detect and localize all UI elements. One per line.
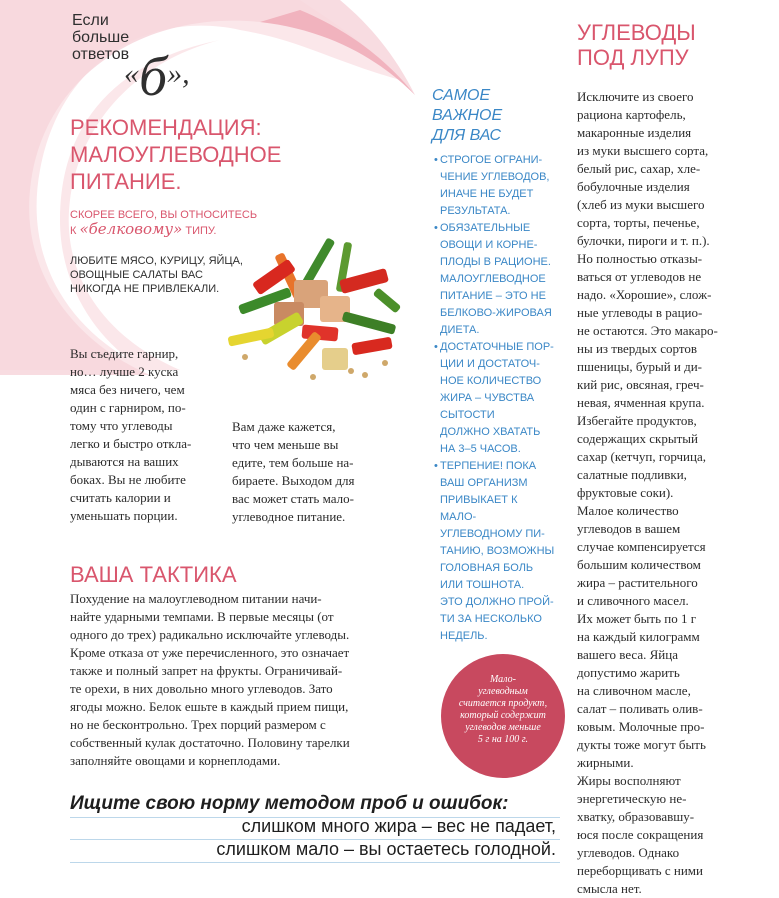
tactic-line: также и полный запрет на фрукты. Ограничивай- <box>70 663 343 678</box>
intro-line-2: больше <box>72 29 130 46</box>
like-line-2: ОВОЩНЫЕ САЛАТЫ ВАС <box>70 269 203 281</box>
carbs-line: углеводов в вашем <box>577 521 681 536</box>
column-1-line: дываются на ваших <box>70 454 179 469</box>
important-list-item-line <box>434 322 556 339</box>
important-list-text: ЭТО ДОЛЖНО ПРОЙ- <box>440 596 554 608</box>
important-list-text: УГЛЕВОДНОМУ ПИ- <box>440 528 545 540</box>
carbs-line: белый рис, сахар, хле- <box>577 161 701 176</box>
column-1-text <box>70 345 220 525</box>
important-list-item-line <box>434 254 556 271</box>
note-text <box>448 674 558 746</box>
carbs-line: невая, ячменная крупа. <box>577 395 705 410</box>
carbs-line: Избегайте продуктов, <box>577 413 697 428</box>
important-title-line-3: ДЛЯ ВАС <box>432 127 502 144</box>
carbs-heading <box>577 20 696 70</box>
carbs-line: на каждый килограмм <box>577 629 700 644</box>
carbs-line: большим количеством <box>577 557 701 572</box>
important-list-text: ГОЛОВНАЯ БОЛЬ <box>440 562 534 574</box>
important-list-item-line <box>434 492 556 526</box>
letter-close-quote: », <box>167 57 190 90</box>
important-list <box>434 152 556 645</box>
column-1-line: один с гарниром, по- <box>70 400 186 415</box>
type-pre: К <box>70 225 80 237</box>
note-line: углеводов меньше <box>465 722 541 733</box>
note-line: Мало- <box>489 674 516 685</box>
important-list-item-line <box>434 271 556 288</box>
note-line: который содержит <box>460 710 546 721</box>
answer-letter <box>124 44 190 107</box>
rec-line-3: ПИТАНИЕ. <box>70 169 182 194</box>
note-line: 5 г на 100 г. <box>477 734 529 745</box>
carbs-line: смысла нет. <box>577 881 642 896</box>
important-list-text: ПЛОДЫ В РАЦИОНЕ. <box>440 256 551 268</box>
important-title-line-1: САМОЕ <box>432 87 491 104</box>
type-line-1: СКОРЕЕ ВСЕГО, ВЫ ОТНОСИТЕСЬ <box>70 209 258 221</box>
carbs-line: сорта, торты, печенье, <box>577 215 700 230</box>
important-list-text: НЕДЕЛЬ. <box>440 630 488 642</box>
carbs-line: Исключите из своего <box>577 89 694 104</box>
intro-line-3: ответов <box>72 46 130 63</box>
tactic-text <box>70 590 395 770</box>
important-title-line-2: ВАЖНОЕ <box>432 107 503 124</box>
carbs-line: кий рис, овсяная, греч- <box>577 377 704 392</box>
tactic-line: одного до трех) радикально исключайте углеводы. <box>70 627 350 642</box>
important-list-text: МАЛОУГЛЕВОДНОЕ <box>440 273 546 285</box>
important-list-item-line <box>434 390 556 407</box>
like-line-3: НИКОГДА НЕ ПРИВЛЕКАЛИ. <box>70 283 220 295</box>
important-list-item <box>434 220 556 237</box>
column-1-line: боках. Вы не любите <box>70 472 186 487</box>
column-2-line: Вам даже кажется, <box>232 419 336 434</box>
important-list-text: ТИ ЗА НЕСКОЛЬКО <box>440 613 542 625</box>
letter-b: б <box>139 46 168 108</box>
important-heading <box>432 86 502 146</box>
important-list-text: ТЕРПЕНИЕ! ПОКА <box>440 460 537 472</box>
important-list-item-line <box>434 560 556 577</box>
carbs-line: ваться от углеводов не <box>577 269 702 284</box>
column-1-line: считать калории и <box>70 490 171 505</box>
bullet-icon <box>434 152 438 169</box>
carbs-line: фруктовые соки). <box>577 485 674 500</box>
important-list-text: ПРИВЫКАЕТ К МАЛО- <box>440 494 518 523</box>
important-list-item-line <box>434 611 556 628</box>
important-list-text: ДОЛЖНО ХВАТАТЬ <box>440 426 541 438</box>
intro-heading <box>72 12 129 63</box>
column-2-line: бираете. Выходом для <box>232 473 355 488</box>
carbs-line: Жиры восполняют <box>577 773 681 788</box>
tactic-line: Кроме отказа от уже перечисленного, это означает <box>70 645 350 660</box>
important-list-item-line <box>434 169 556 186</box>
important-list-text: ИЛИ ТОШНОТА. <box>440 579 525 591</box>
carbs-line: дукты тоже могут быть <box>577 737 706 752</box>
column-1-line: легко и быстро откла- <box>70 436 192 451</box>
column-2-line: углеводное питание. <box>232 509 346 524</box>
important-list-text: ОВОЩИ И КОРНЕ- <box>440 239 538 251</box>
tactic-heading: ВАША ТАКТИКА <box>70 562 237 587</box>
column-2-line: что чем меньше вы <box>232 437 339 452</box>
tactic-line: ягоды можно. Белок ешьте в каждый прием пищи, <box>70 699 349 714</box>
recommendation-heading <box>70 114 320 195</box>
letter-open-quote: « <box>124 57 139 90</box>
important-list-item-line <box>434 305 556 322</box>
important-list-text: ТАНИЮ, ВОЗМОЖНЫ <box>440 545 555 557</box>
carbs-text <box>577 88 737 898</box>
carbs-line: Малое количество <box>577 503 679 518</box>
carbs-line: макаронные изделия <box>577 125 692 140</box>
carbs-line: надо. «Хорошие», слож- <box>577 287 712 302</box>
important-list-text: ДИЕТА. <box>440 324 480 336</box>
bullet-icon <box>434 458 438 475</box>
carbs-line: Их может быть по 1 г <box>577 611 697 626</box>
carbs-line: и сливочного масел. <box>577 593 689 608</box>
important-list-text: ДОСТАТОЧНЫЕ ПОР- <box>440 341 554 353</box>
carbs-line: содержащих скрытый <box>577 431 698 446</box>
tactic-line: найте ударными темпами. В первые месяцы (от <box>70 609 334 624</box>
important-list-text: РЕЗУЛЬТАТА. <box>440 205 511 217</box>
important-list-item-line <box>434 577 556 594</box>
important-list-item-line <box>434 594 556 611</box>
column-1-line: но… лучше 2 куска <box>70 364 179 379</box>
carbs-line: на сливочном масле, <box>577 683 691 698</box>
important-list-item <box>434 458 556 475</box>
carbs-line: жира – растительного <box>577 575 698 590</box>
carbs-line: хватку, образовавшу- <box>577 809 695 824</box>
type-word: «белковому» <box>79 220 183 238</box>
important-list-item-line <box>434 356 556 373</box>
carbs-line: бобулочные изделия <box>577 179 690 194</box>
carbs-line: салатные подливки, <box>577 467 687 482</box>
important-list-text: ОБЯЗАТЕЛЬНЫЕ <box>440 222 531 234</box>
rec-line-1: РЕКОМЕНДАЦИЯ: <box>70 115 262 140</box>
important-list-item-line <box>434 526 556 543</box>
note-line: углеводным <box>478 686 528 697</box>
important-list-item-line <box>434 424 556 441</box>
important-list-text: ВАШ ОРГАНИЗМ <box>440 477 528 489</box>
tactic-line: заполняйте овощами и корнеплодами. <box>70 753 281 768</box>
important-list-text: ПИТАНИЕ – ЭТО НЕ <box>440 290 546 302</box>
carbs-line: ные углеводы в рацио- <box>577 305 703 320</box>
carbs-line: из муки высшего сорта, <box>577 143 709 158</box>
column-2-line: едите, тем больше на- <box>232 455 354 470</box>
tactic-line: Похудение на малоуглеводном питании начи- <box>70 591 322 606</box>
carbs-line: энергетическую не- <box>577 791 687 806</box>
carbs-line: случае компенсируется <box>577 539 706 554</box>
important-list-item-line <box>434 441 556 458</box>
footer-rule-3 <box>70 862 560 863</box>
tactic-line: собственный кулак достаточно. Половину тарелки <box>70 735 350 750</box>
carbs-line: салат – поливать олив- <box>577 701 703 716</box>
tactic-line: но не бесконтрольно. Трех порций размером с <box>70 717 326 732</box>
carbs-line: не остаются. Это макаро- <box>577 323 718 338</box>
carbs-line: рациона картофель, <box>577 107 686 122</box>
important-list-item-line <box>434 203 556 220</box>
carbs-line: Но полностью отказы- <box>577 251 703 266</box>
important-list-text: ИНАЧЕ НЕ БУДЕТ <box>440 188 534 200</box>
important-list-item <box>434 339 556 356</box>
important-list-item-line <box>434 475 556 492</box>
bullet-icon <box>434 339 438 356</box>
important-list-text: НОЕ КОЛИЧЕСТВО <box>440 375 542 387</box>
important-list-text: ЧЕНИЕ УГЛЕВОДОВ, <box>440 171 550 183</box>
important-list-text: НА 3–5 ЧАСОВ. <box>440 443 521 455</box>
carbs-line: углеводов. Однако <box>577 845 680 860</box>
important-list-item-line <box>434 407 556 424</box>
carbs-line: переборщивать с ними <box>577 863 703 878</box>
carbs-line: жирными. <box>577 755 634 770</box>
column-1-line: Вы съедите гарнир, <box>70 346 179 361</box>
important-list-text: ЖИРА – ЧУВСТВА <box>440 392 535 404</box>
footer-line-2: слишком много жира – вес не падает, <box>241 816 556 836</box>
important-list-item-line <box>434 373 556 390</box>
important-list-item-line <box>434 186 556 203</box>
footer-line-3: слишком мало – вы остаетесь голодной. <box>216 839 556 859</box>
carbs-line: (хлеб из муки высшего <box>577 197 705 212</box>
important-list-item-line <box>434 288 556 305</box>
column-1-line: тому что углеводы <box>70 418 173 433</box>
carbs-line: допустимо жарить <box>577 665 680 680</box>
column-2-text <box>232 418 372 526</box>
column-1-line: мяса без ничего, чем <box>70 382 185 397</box>
important-list-text: СЫТОСТИ <box>440 409 495 421</box>
rec-line-2: МАЛОУГЛЕВОДНОЕ <box>70 142 282 167</box>
intro-line-1: Если <box>72 12 109 29</box>
carbs-line: вашего веса. Яйца <box>577 647 678 662</box>
important-list-item-line <box>434 628 556 645</box>
carbs-line: пшеницы, бурый и ди- <box>577 359 703 374</box>
important-list-item <box>434 152 556 169</box>
carbs-line: булочки, пироги и т. п.). <box>577 233 710 248</box>
carbs-line: ны из твердых сортов <box>577 341 697 356</box>
carbs-title-line-1: УГЛЕВОДЫ <box>577 20 696 45</box>
type-post: ТИПУ. <box>182 225 217 237</box>
important-list-text: СТРОГОЕ ОГРАНИ- <box>440 154 543 166</box>
important-list-item-line <box>434 543 556 560</box>
column-2-line: вас может стать мало- <box>232 491 354 506</box>
carbs-line: ковым. Молочные про- <box>577 719 705 734</box>
important-list-text: ЦИИ И ДОСТАТОЧ- <box>440 358 540 370</box>
important-list-text: БЕЛКОВО-ЖИРОВАЯ <box>440 307 552 319</box>
carbs-title-line-2: ПОД ЛУПУ <box>577 45 689 70</box>
carbs-line: сахар (кетчуп, горчица, <box>577 449 706 464</box>
vegetable-meat-dish-photo <box>222 222 417 390</box>
column-1-line: уменьшать порции. <box>70 508 178 523</box>
like-line-1: ЛЮБИТЕ МЯСО, КУРИЦУ, ЯЙЦА, <box>70 255 243 267</box>
footer-line-1: Ищите свою норму методом проб и ошибок: <box>70 793 509 814</box>
tactic-line: те орехи, в них довольно много углеводов. Зато <box>70 681 333 696</box>
carbs-line: юся после сокращения <box>577 827 704 842</box>
bullet-icon <box>434 220 438 237</box>
note-line: считается продукт, <box>458 698 548 709</box>
important-list-item-line <box>434 237 556 254</box>
